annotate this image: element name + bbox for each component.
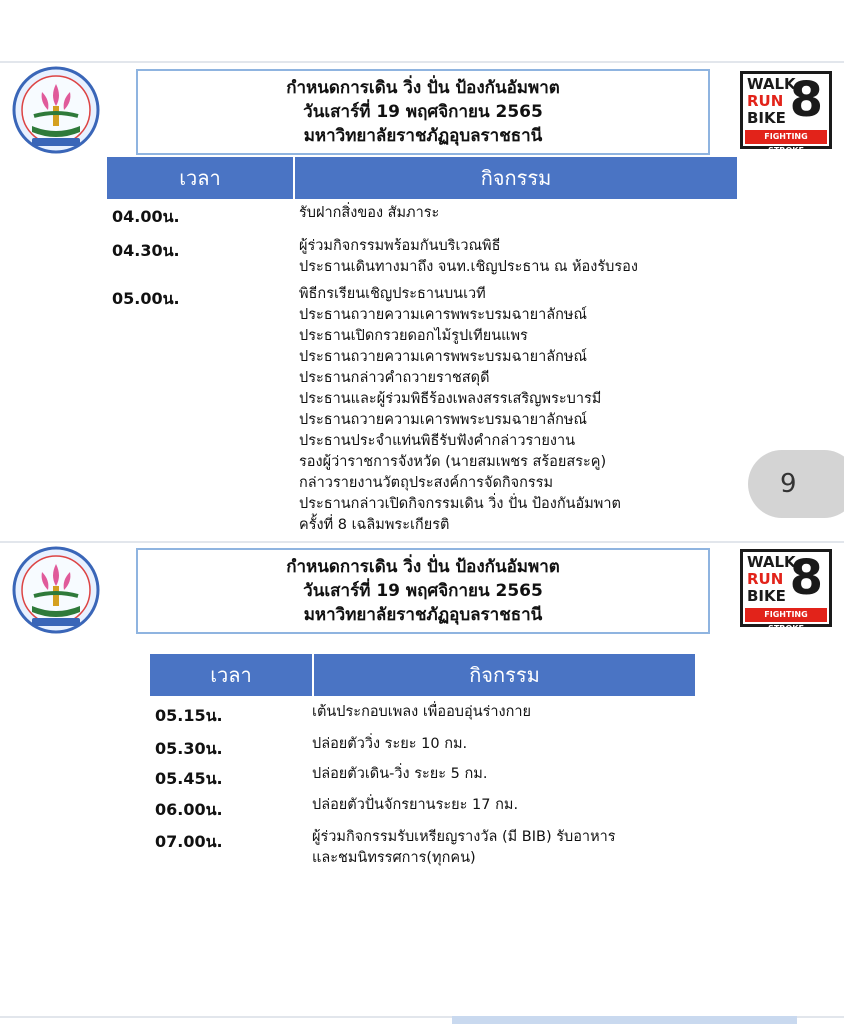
slide2-title-box: [136, 548, 710, 634]
header-time: เวลา: [179, 166, 221, 190]
row-time: 06.00น.: [155, 800, 223, 819]
university-seal-icon: [12, 66, 100, 154]
row-time: 04.30น.: [112, 241, 180, 260]
logo-walk: WALK: [747, 553, 796, 571]
row-time: 05.45น.: [155, 769, 223, 788]
row-time: 05.00น.: [112, 289, 180, 308]
slide-divider: [0, 541, 844, 543]
logo-bike: BIKE: [747, 109, 786, 127]
row-time: 05.30น.: [155, 739, 223, 758]
logo-bike: BIKE: [747, 587, 786, 605]
row-time: 05.15น.: [155, 706, 223, 725]
title-line-1: กำหนดการเดิน วิ่ง ปั่น ป้องกันอัมพาต: [286, 78, 560, 98]
logo-run: RUN: [747, 92, 784, 110]
logo-walk: WALK: [747, 75, 796, 93]
row-activity: ปล่อยตัวเดิน-วิ่ง ระยะ 5 กม.: [312, 766, 488, 782]
title-line-1: กำหนดการเดิน วิ่ง ปั่น ป้องกันอัมพาต: [286, 557, 560, 577]
next-slide-peek: [452, 1016, 797, 1024]
logo-tagline: FIGHTING STROKE: [745, 130, 827, 144]
slide1-title-box: [136, 69, 710, 155]
header-time: เวลา: [210, 663, 252, 687]
row-time: 04.00น.: [112, 207, 180, 226]
logo-number: 8: [789, 72, 823, 128]
row-activity: ปล่อยตัววิ่ง ระยะ 10 กม.: [312, 736, 468, 752]
title-line-2: วันเสาร์ที่ 19 พฤศจิกายน 2565: [303, 581, 543, 601]
walk-run-bike-logo: [740, 549, 832, 633]
page-number-button[interactable]: 9: [748, 450, 844, 518]
header-activity: กิจกรรม: [480, 166, 552, 190]
title-line-3: มหาวิทยาลัยราชภัฏอุบลราชธานี: [303, 605, 543, 625]
header-activity: กิจกรรม: [469, 663, 540, 687]
row-activity: ผู้ร่วมกิจกรรมรับเหรียญรางวัล (มี BIB) รับอาหาร และชมนิทรรศการ(ทุกคน): [312, 829, 616, 866]
logo-number: 8: [789, 550, 823, 606]
row-activity: พิธีกรเรียนเชิญประธานบนเวที ประธานถวายความเคารพพระบรมฉายาลักษณ์ ประธานเปิดกรวยดอกไม้รูปเทียนแพร ประธานถวายความเคารพพระบรมฉายาลักษณ์ ประธานกล่าวคำถวายราชสดุดี ประธานและผู้ร่วมพิธีร้องเพลงสรรเสริญพระบารมี ประธานถวายความเคารพพระบรมฉายาลักษณ์ ประธานประจำแท่นพิธีรับฟังคำกล่าวรายงาน รองผู้ว่าราชการจังหวัด (นายสมเพชร สร้อยสระคู) กล่าวรายงานวัตถุประสงค์การจัดกิจกรรม ประธานกล่าวเปิดกิจกรรมเดิน วิ่ง ปั่น ป้องกันอัมพาต ครั้งที่ 8 เฉลิมพระเกียรติ: [299, 286, 621, 533]
slide-divider: [0, 61, 844, 63]
row-activity: เต้นประกอบเพลง เพื่ออบอุ่นร่างกาย: [312, 704, 532, 720]
university-seal-icon: [12, 546, 100, 634]
row-activity: ปล่อยตัวปั่นจักรยานระยะ 17 กม.: [312, 797, 519, 813]
logo-run: RUN: [747, 570, 784, 588]
title-line-2: วันเสาร์ที่ 19 พฤศจิกายน 2565: [303, 102, 543, 122]
table-header: [107, 157, 737, 199]
logo-tagline: FIGHTING STROKE: [745, 608, 827, 622]
table-header: [150, 654, 695, 696]
walk-run-bike-logo: [740, 71, 832, 155]
row-activity: ผู้ร่วมกิจกรรมพร้อมกันบริเวณพิธี ประธานเดินทางมาถึง จนท.เชิญประธาน ณ ห้องรับรอง: [299, 238, 638, 275]
title-line-3: มหาวิทยาลัยราชภัฏอุบลราชธานี: [303, 126, 543, 146]
row-activity: รับฝากสิ่งของ สัมภาระ: [299, 205, 440, 221]
row-time: 07.00น.: [155, 832, 223, 851]
